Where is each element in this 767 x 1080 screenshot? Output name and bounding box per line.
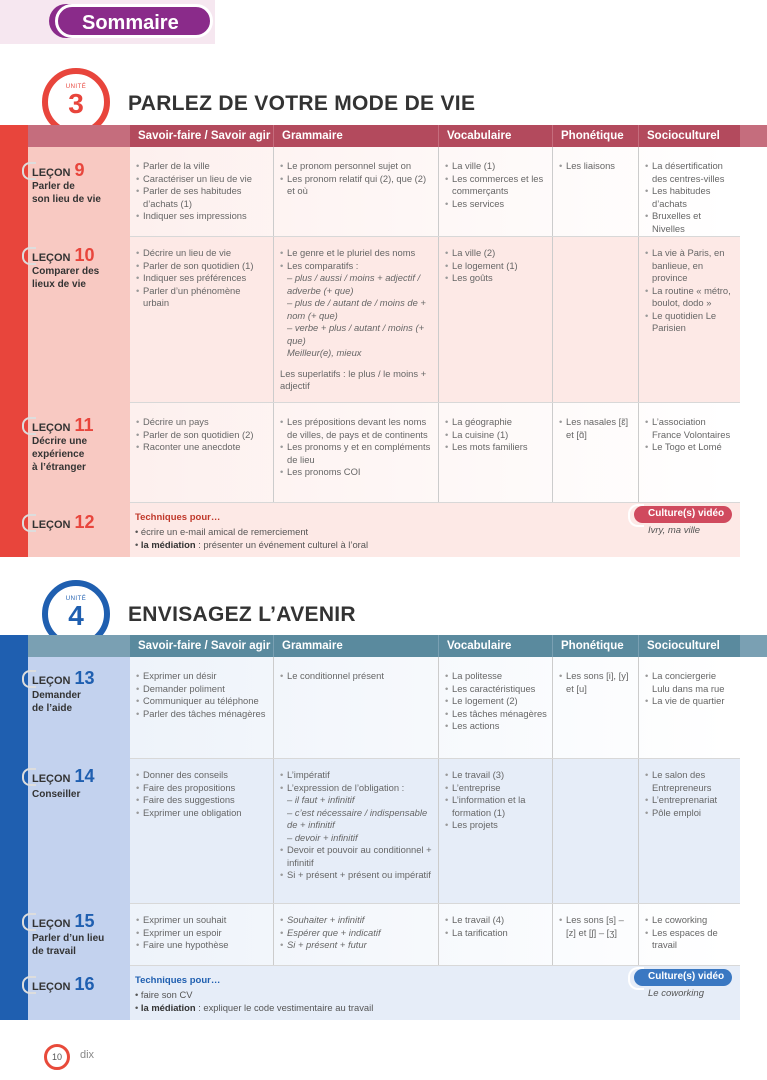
lecon-word: LEÇON: [32, 981, 71, 993]
lesson-9-vocab: [439, 155, 552, 210]
lesson-9-phon: [553, 155, 638, 173]
lesson-16-tech-item: • faire son CV: [135, 989, 193, 1000]
lecon-word: LEÇON: [32, 773, 71, 785]
lesson-13-title: [32, 689, 81, 715]
unit-4-title: ENVISAGEZ L’AVENIR: [128, 603, 356, 626]
lesson-title-line: de travail: [32, 946, 76, 957]
lesson-12-video-title: Ivry, ma ville: [648, 525, 701, 536]
col-header-savoir: Savoir-faire / Savoir agir: [130, 125, 273, 147]
list-item: • Le logement (1): [445, 260, 548, 273]
lesson-12-mediation: • la médiation : présenter un événement culturel à l’oral: [135, 539, 369, 550]
cv-label: Culture(s) vidéo: [648, 508, 725, 519]
lesson-9-socio: [639, 155, 740, 235]
unit-label: UNITÉ: [65, 596, 87, 602]
lesson-number: 15: [74, 911, 95, 931]
unit-3-title: PARLEZ DE VOTRE MODE DE VIE: [128, 92, 476, 115]
list-item: • Les prépositions devant les noms de villes, de pays et de continents: [280, 416, 434, 441]
list-item: • Devoir et pouvoir au conditionnel + infinitif: [280, 844, 434, 869]
col-header-grammaire: Grammaire: [274, 635, 438, 657]
lesson-13-savoir: [130, 665, 273, 720]
list-item: • Les caractéristiques: [445, 683, 548, 696]
lesson-11-vocab: [439, 411, 552, 454]
list-item: • Les pronoms y et en compléments de lieu: [280, 441, 434, 466]
lesson-title-line: Comparer des: [32, 266, 100, 277]
lesson-15-label: [32, 911, 95, 932]
col-header-socioculturel: Socioculturel: [639, 635, 740, 657]
list-item: • Le logement (2): [445, 695, 548, 708]
lesson-9-savoir: [130, 155, 273, 223]
list-item: • Les habitudes d’achats: [645, 185, 736, 210]
lesson-title-line: Demander: [32, 690, 81, 701]
lesson-title-line: Décrire une: [32, 436, 88, 447]
list-item: • Faire des propositions: [136, 782, 269, 795]
unit-label: UNITÉ: [65, 84, 87, 90]
row-divider: [130, 402, 740, 403]
list-item: • Décrire un pays: [136, 416, 269, 429]
list-item: • Espérer que + indicatif: [280, 927, 434, 940]
lesson-title-line: Parler d’un lieu: [32, 933, 105, 944]
lesson-9-title: [32, 180, 101, 206]
list-item: • Le pronom personnel sujet on: [280, 160, 434, 173]
cv-label: Culture(s) vidéo: [648, 971, 725, 982]
list-item: • Décrire un lieu de vie: [136, 247, 269, 260]
list-item: • Les sons [i], [y] et [u]: [559, 670, 634, 695]
lesson-11-phon: [553, 411, 638, 441]
lesson-13-vocab: [439, 665, 552, 733]
list-item: • La conciergerie Lulu dans ma rue: [645, 670, 736, 695]
list-item: • Les commerces et les commerçants: [445, 173, 548, 198]
page-number-word: dix: [80, 1049, 95, 1061]
lesson-12-tech-item: • écrire un e-mail amical de remerciement: [135, 526, 309, 537]
lesson-16-culture-video-pill: [634, 969, 732, 986]
list-item: • La vie de quartier: [645, 695, 736, 708]
lesson-12-tech-title: Techniques pour…: [135, 512, 221, 523]
grammaire-extra: Les superlatifs : le plus / le moins + adjectif: [280, 367, 427, 391]
unit-number: 4: [68, 600, 84, 631]
list-item: • Les actions: [445, 720, 548, 733]
sub-item: – plus de / autant de / moins de + nom (+ que): [287, 297, 426, 321]
col-header-savoir: Savoir-faire / Savoir agir: [130, 635, 273, 657]
list-item: • Communiquer au téléphone: [136, 695, 269, 708]
list-item: • La ville (2): [445, 247, 548, 260]
list-item: • Le genre et le pluriel des noms: [280, 247, 434, 260]
list-item: • Les nasales [ɛ̃] et [ɑ̃]: [559, 416, 634, 441]
list-item: • Parler d’un phénomène urbain: [136, 285, 269, 310]
lesson-number: 11: [74, 415, 94, 435]
lesson-12-label: [32, 512, 95, 533]
list-item: • Faire des suggestions: [136, 794, 269, 807]
list-item: • Les goûts: [445, 272, 548, 285]
list-item: • Exprimer un espoir: [136, 927, 269, 940]
lesson-title-line: Parler de: [32, 181, 75, 192]
lesson-15-vocab: [439, 909, 552, 939]
lesson-10-savoir: [130, 242, 273, 310]
lesson-11-title: [32, 435, 87, 474]
unit-3-sidebar: [0, 125, 28, 557]
row-divider: [130, 236, 740, 237]
list-item: • La géographie: [445, 416, 548, 429]
list-item: • La vie à Paris, en banlieue, en province: [645, 247, 736, 285]
row-divider: [130, 965, 740, 966]
list-item: • L’entreprenariat: [645, 794, 736, 807]
mediation-text: : expliquer le code vestimentaire au travail: [195, 1002, 374, 1013]
list-item: • Parler de son quotidien (1): [136, 260, 269, 273]
list-item: • Donner des conseils: [136, 769, 269, 782]
lesson-title-line: Conseiller: [32, 789, 81, 800]
col-header-socioculturel: Socioculturel: [639, 125, 740, 147]
col-divider: [552, 147, 553, 502]
list-item: • Indiquer ses préférences: [136, 272, 269, 285]
lesson-title-line: à l’étranger: [32, 462, 86, 473]
col-header-phonetique: Phonétique: [553, 125, 638, 147]
sub-item: – devoir + infinitif: [287, 831, 358, 843]
lecon-word: LEÇON: [32, 675, 71, 687]
lesson-10-vocab: [439, 242, 552, 285]
list-item: • Les pronoms COI: [280, 466, 434, 479]
lesson-number: 16: [74, 974, 95, 994]
list-item: • L’expression de l’obligation :: [280, 782, 434, 795]
lesson-13-label: [32, 668, 95, 689]
lesson-14-socio: [639, 764, 740, 819]
lecon-word: LEÇON: [32, 519, 71, 531]
list-item: • La désertification des centres-villes: [645, 160, 736, 185]
list-item: • L’entreprise: [445, 782, 548, 795]
list-item: • Exprimer une obligation: [136, 807, 269, 820]
list-item: • Les comparatifs :: [280, 260, 434, 273]
lesson-number: 13: [74, 668, 95, 688]
lesson-10-title: [32, 265, 99, 291]
lesson-9-grammaire: [274, 155, 438, 198]
list-item: • Indiquer ses impressions: [136, 210, 269, 223]
list-item: • Exprimer un souhait: [136, 914, 269, 927]
lesson-title-line: expérience: [32, 449, 85, 460]
list-item: • Le coworking: [645, 914, 736, 927]
lesson-16-tech-title: Techniques pour…: [135, 975, 221, 986]
lesson-13-socio: [639, 665, 740, 708]
list-item: • Parler de ses habitudes d’achats (1): [136, 185, 269, 210]
list-item: • Parler de son quotidien (2): [136, 429, 269, 442]
lecon-word: LEÇON: [32, 422, 71, 434]
sommaire-label: Sommaire: [55, 4, 213, 38]
list-item: • Exprimer un désir: [136, 670, 269, 683]
list-item: • Souhaiter + infinitif: [280, 914, 434, 927]
lesson-11-socio: [639, 411, 740, 454]
unit-number: 3: [68, 88, 84, 119]
list-item: • Les services: [445, 198, 548, 211]
lesson-16-mediation: • la médiation : expliquer le code vestimentaire au travail: [135, 1002, 374, 1013]
tech-text: écrire un e-mail amical de remerciement: [140, 526, 309, 537]
lesson-10-socio: [639, 242, 740, 335]
list-item: • Si + présent + présent ou impératif: [280, 869, 434, 882]
col-header-vocabulaire: Vocabulaire: [439, 635, 552, 657]
list-item: • Le conditionnel présent: [280, 670, 434, 683]
col-header-vocabulaire: Vocabulaire: [439, 125, 552, 147]
row-divider: [130, 758, 740, 759]
list-item: • La routine « métro, boulot, dodo »: [645, 285, 736, 310]
lesson-title-line: son lieu de vie: [32, 194, 101, 205]
lesson-title-line: lieux de vie: [32, 279, 86, 290]
sub-item: – il faut + infinitif: [287, 794, 355, 805]
lesson-10-label: [32, 245, 95, 266]
list-item: • Les pronom relatif qui (2), que (2) et où: [280, 173, 434, 198]
lesson-13-grammaire: [274, 665, 438, 683]
lesson-13-phon: [553, 665, 638, 695]
lesson-15-title: [32, 932, 104, 958]
list-item: • La politesse: [445, 670, 548, 683]
lesson-16-label: [32, 974, 95, 995]
lesson-15-socio: [639, 909, 740, 952]
lesson-9-label: [32, 160, 85, 181]
list-item: • Caractériser un lieu de vie: [136, 173, 269, 186]
list-item: • L’impératif: [280, 769, 434, 782]
list-item: • L’association France Volontaires: [645, 416, 736, 441]
lecon-word: LEÇON: [32, 167, 71, 179]
lesson-16-video-title: Le coworking: [648, 988, 704, 999]
list-item: • La tarification: [445, 927, 548, 940]
lesson-title-line: de l’aide: [32, 703, 73, 714]
lesson-11-grammaire: [274, 411, 438, 479]
sub-item: – c’est nécessaire / indispensable de + infinitif: [287, 806, 428, 830]
list-item: • Le travail (4): [445, 914, 548, 927]
list-item: • Le travail (3): [445, 769, 548, 782]
list-item: • Parler des tâches ménagères: [136, 708, 269, 721]
list-item: • Les sons [s] – [z] et [ʃ] – [ʒ]: [559, 914, 634, 939]
list-item: • Le quotidien Le Parisien: [645, 310, 736, 335]
list-item: • Demander poliment: [136, 683, 269, 696]
list-item: • La cuisine (1): [445, 429, 548, 442]
lecon-word: LEÇON: [32, 252, 71, 264]
col-header-grammaire: Grammaire: [274, 125, 438, 147]
unit-4-sidebar: [0, 635, 28, 1020]
row-divider: [130, 903, 740, 904]
mediation-text: : présenter un événement culturel à l’oral: [195, 539, 369, 550]
lesson-15-savoir: [130, 909, 273, 952]
list-item: • Raconter une anecdote: [136, 441, 269, 454]
lesson-14-vocab: [439, 764, 552, 832]
lesson-14-label: [32, 766, 95, 787]
lesson-15-phon: [553, 909, 638, 939]
lesson-10-grammaire: [274, 242, 438, 393]
list-item: • Les projets: [445, 819, 548, 832]
list-item: • Pôle emploi: [645, 807, 736, 820]
list-item: • Parler de la ville: [136, 160, 269, 173]
sub-item: – plus / aussi / moins + adjectif / adverbe (+ que): [287, 272, 421, 296]
lesson-number: 10: [74, 245, 95, 265]
list-item: • Les tâches ménagères: [445, 708, 548, 721]
lesson-number: 12: [74, 512, 95, 532]
lesson-number: 9: [74, 160, 85, 180]
mediation-label: la médiation: [140, 1002, 196, 1013]
list-item: • L’information et la formation (1): [445, 794, 548, 819]
col-header-phonetique: Phonétique: [553, 635, 638, 657]
list-item: • Les espaces de travail: [645, 927, 736, 952]
lesson-number: 14: [74, 766, 95, 786]
lesson-14-grammaire: [274, 764, 438, 882]
list-item: • La ville (1): [445, 160, 548, 173]
list-item: • Les mots familiers: [445, 441, 548, 454]
page-number: 10: [44, 1044, 70, 1070]
lesson-12-culture-video-pill: [634, 506, 732, 523]
sub-item: – verbe + plus / autant / moins (+ que): [287, 322, 425, 346]
lesson-15-grammaire: [274, 909, 438, 952]
lesson-11-savoir: [130, 411, 273, 454]
list-item: • Le Togo et Lomé: [645, 441, 736, 454]
lesson-11-label: [32, 415, 94, 436]
list-item: • Si + présent + futur: [280, 939, 434, 952]
tech-text: faire son CV: [140, 989, 193, 1000]
lesson-14-savoir: [130, 764, 273, 819]
list-item: • Le salon des Entrepreneurs: [645, 769, 736, 794]
row-divider: [130, 502, 740, 503]
mediation-label: la médiation: [140, 539, 196, 550]
list-item: • Les liaisons: [559, 160, 634, 173]
lecon-word: LEÇON: [32, 918, 71, 930]
sub-item: Meilleur(e), mieux: [287, 347, 362, 358]
list-item: • Faire une hypothèse: [136, 939, 269, 952]
lesson-14-title: [32, 788, 80, 801]
list-item: • Bruxelles et Nivelles: [645, 210, 736, 235]
